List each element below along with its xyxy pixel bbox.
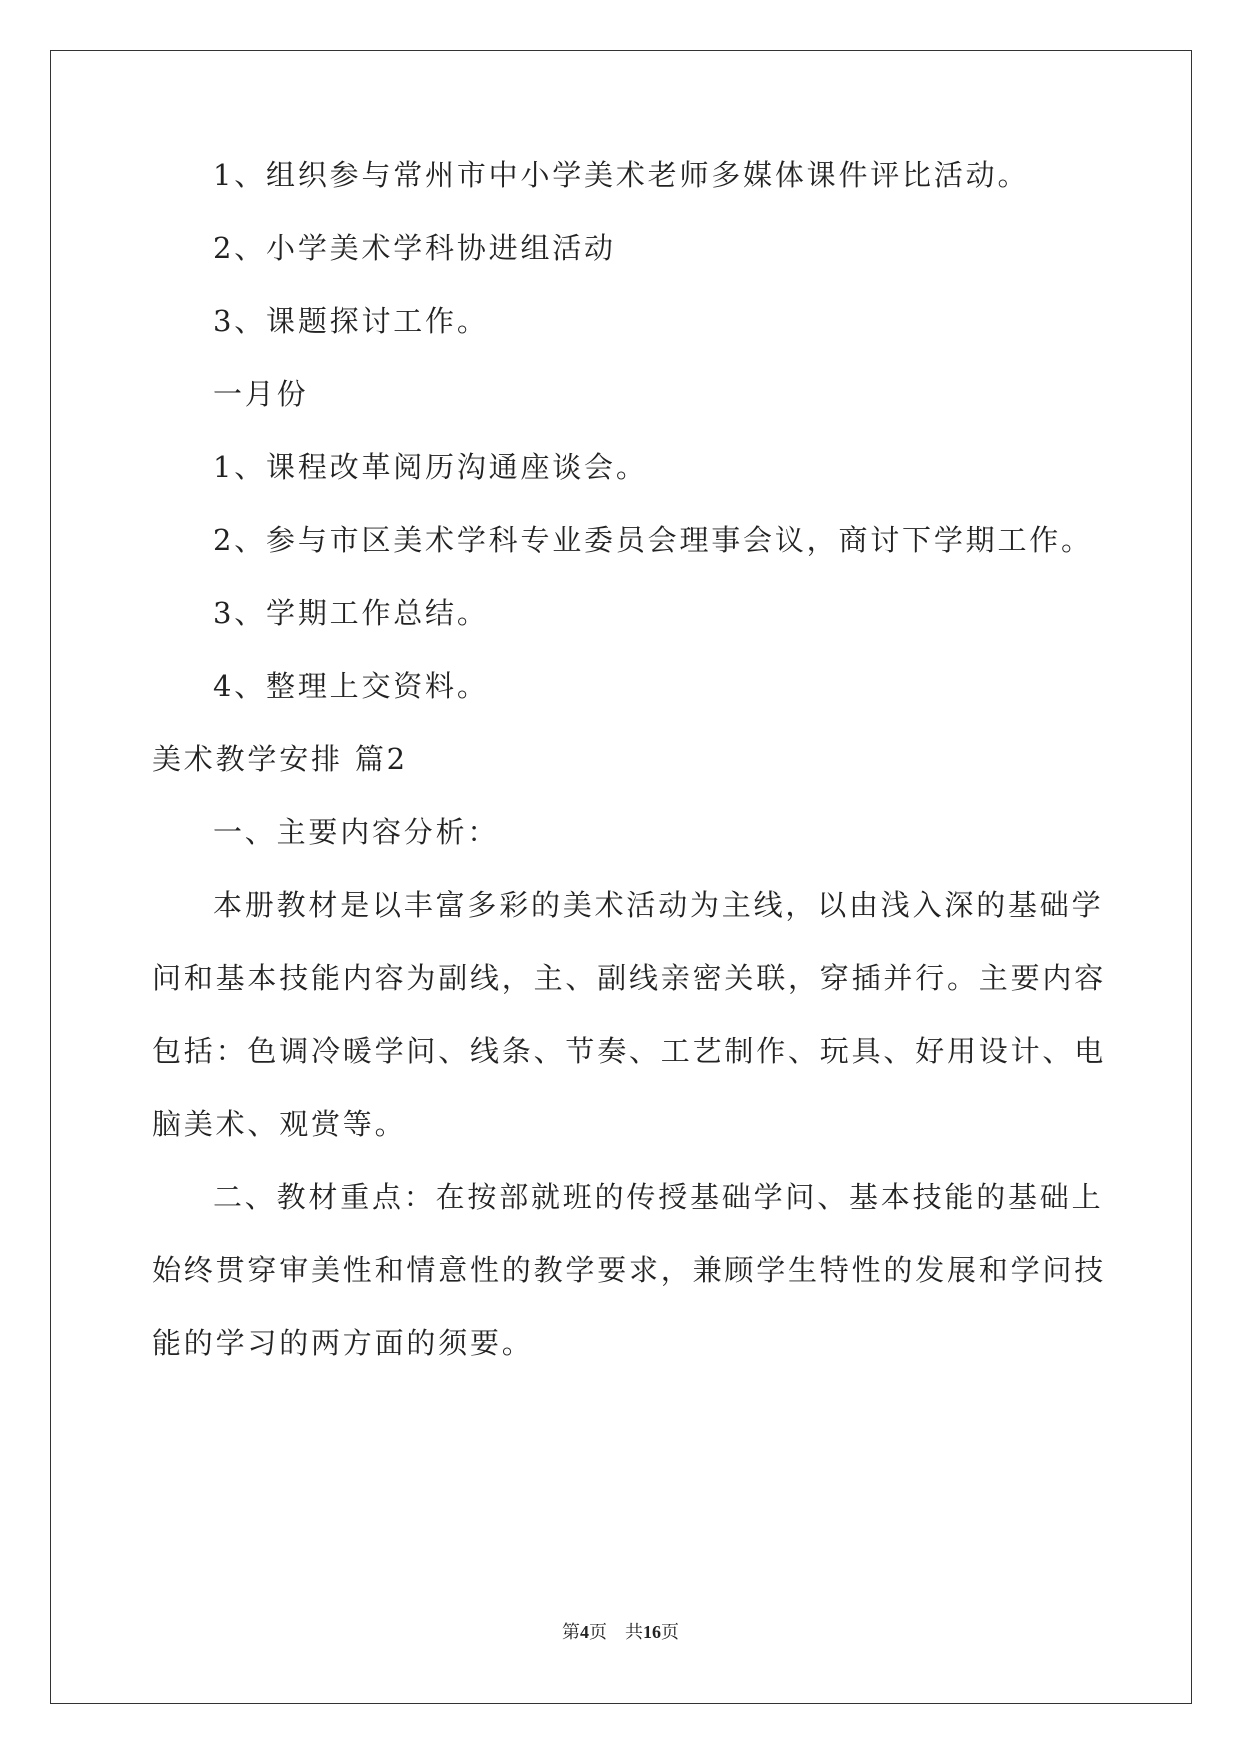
- paragraph-line: 始终贯穿审美性和情意性的教学要求，兼顾学生特性的发展和学问技: [152, 1253, 1107, 1287]
- paragraph-line: 能的学习的两方面的须要。: [152, 1326, 534, 1360]
- paragraph-line: 1、组织参与常州市中小学美术老师多媒体课件评比活动。: [213, 158, 1030, 192]
- page-total: 16: [643, 1622, 661, 1642]
- paragraph-line: 本册教材是以丰富多彩的美术活动为主线，以由浅入深的基础学: [213, 888, 1104, 922]
- paragraph-line: 3、学期工作总结。: [213, 596, 489, 630]
- page-current: 4: [580, 1622, 589, 1642]
- paragraph-line: 3、课题探讨工作。: [213, 304, 489, 338]
- page-suffix: 页: [661, 1622, 679, 1643]
- section-heading: 美术教学安排 篇2: [152, 742, 408, 776]
- paragraph-line: 2、参与市区美术学科专业委员会理事会议，商讨下学期工作。: [213, 523, 1093, 557]
- paragraph-line: 2、小学美术学科协进组活动: [213, 231, 616, 265]
- paragraph-line: 一月份: [213, 377, 309, 411]
- paragraph-line: 一、主要内容分析：: [213, 815, 500, 849]
- paragraph-line: 二、教材重点：在按部就班的传授基础学问、基本技能的基础上: [213, 1180, 1104, 1214]
- paragraph-line: 脑美术、观赏等。: [152, 1107, 407, 1141]
- paragraph-line: 4、整理上交资料。: [213, 669, 489, 703]
- paragraph-line: 1、课程改革阅历沟通座谈会。: [213, 450, 648, 484]
- paragraph-line: 问和基本技能内容为副线，主、副线亲密关联，穿插并行。主要内容: [152, 961, 1107, 995]
- page-border: [50, 50, 1192, 1704]
- paragraph-line: 包括：色调冷暖学问、线条、节奏、工艺制作、玩具、好用设计、电: [152, 1034, 1107, 1068]
- page-mid: 页 共: [589, 1622, 643, 1643]
- page-prefix: 第: [562, 1622, 580, 1643]
- page-footer: [0, 1618, 1241, 1644]
